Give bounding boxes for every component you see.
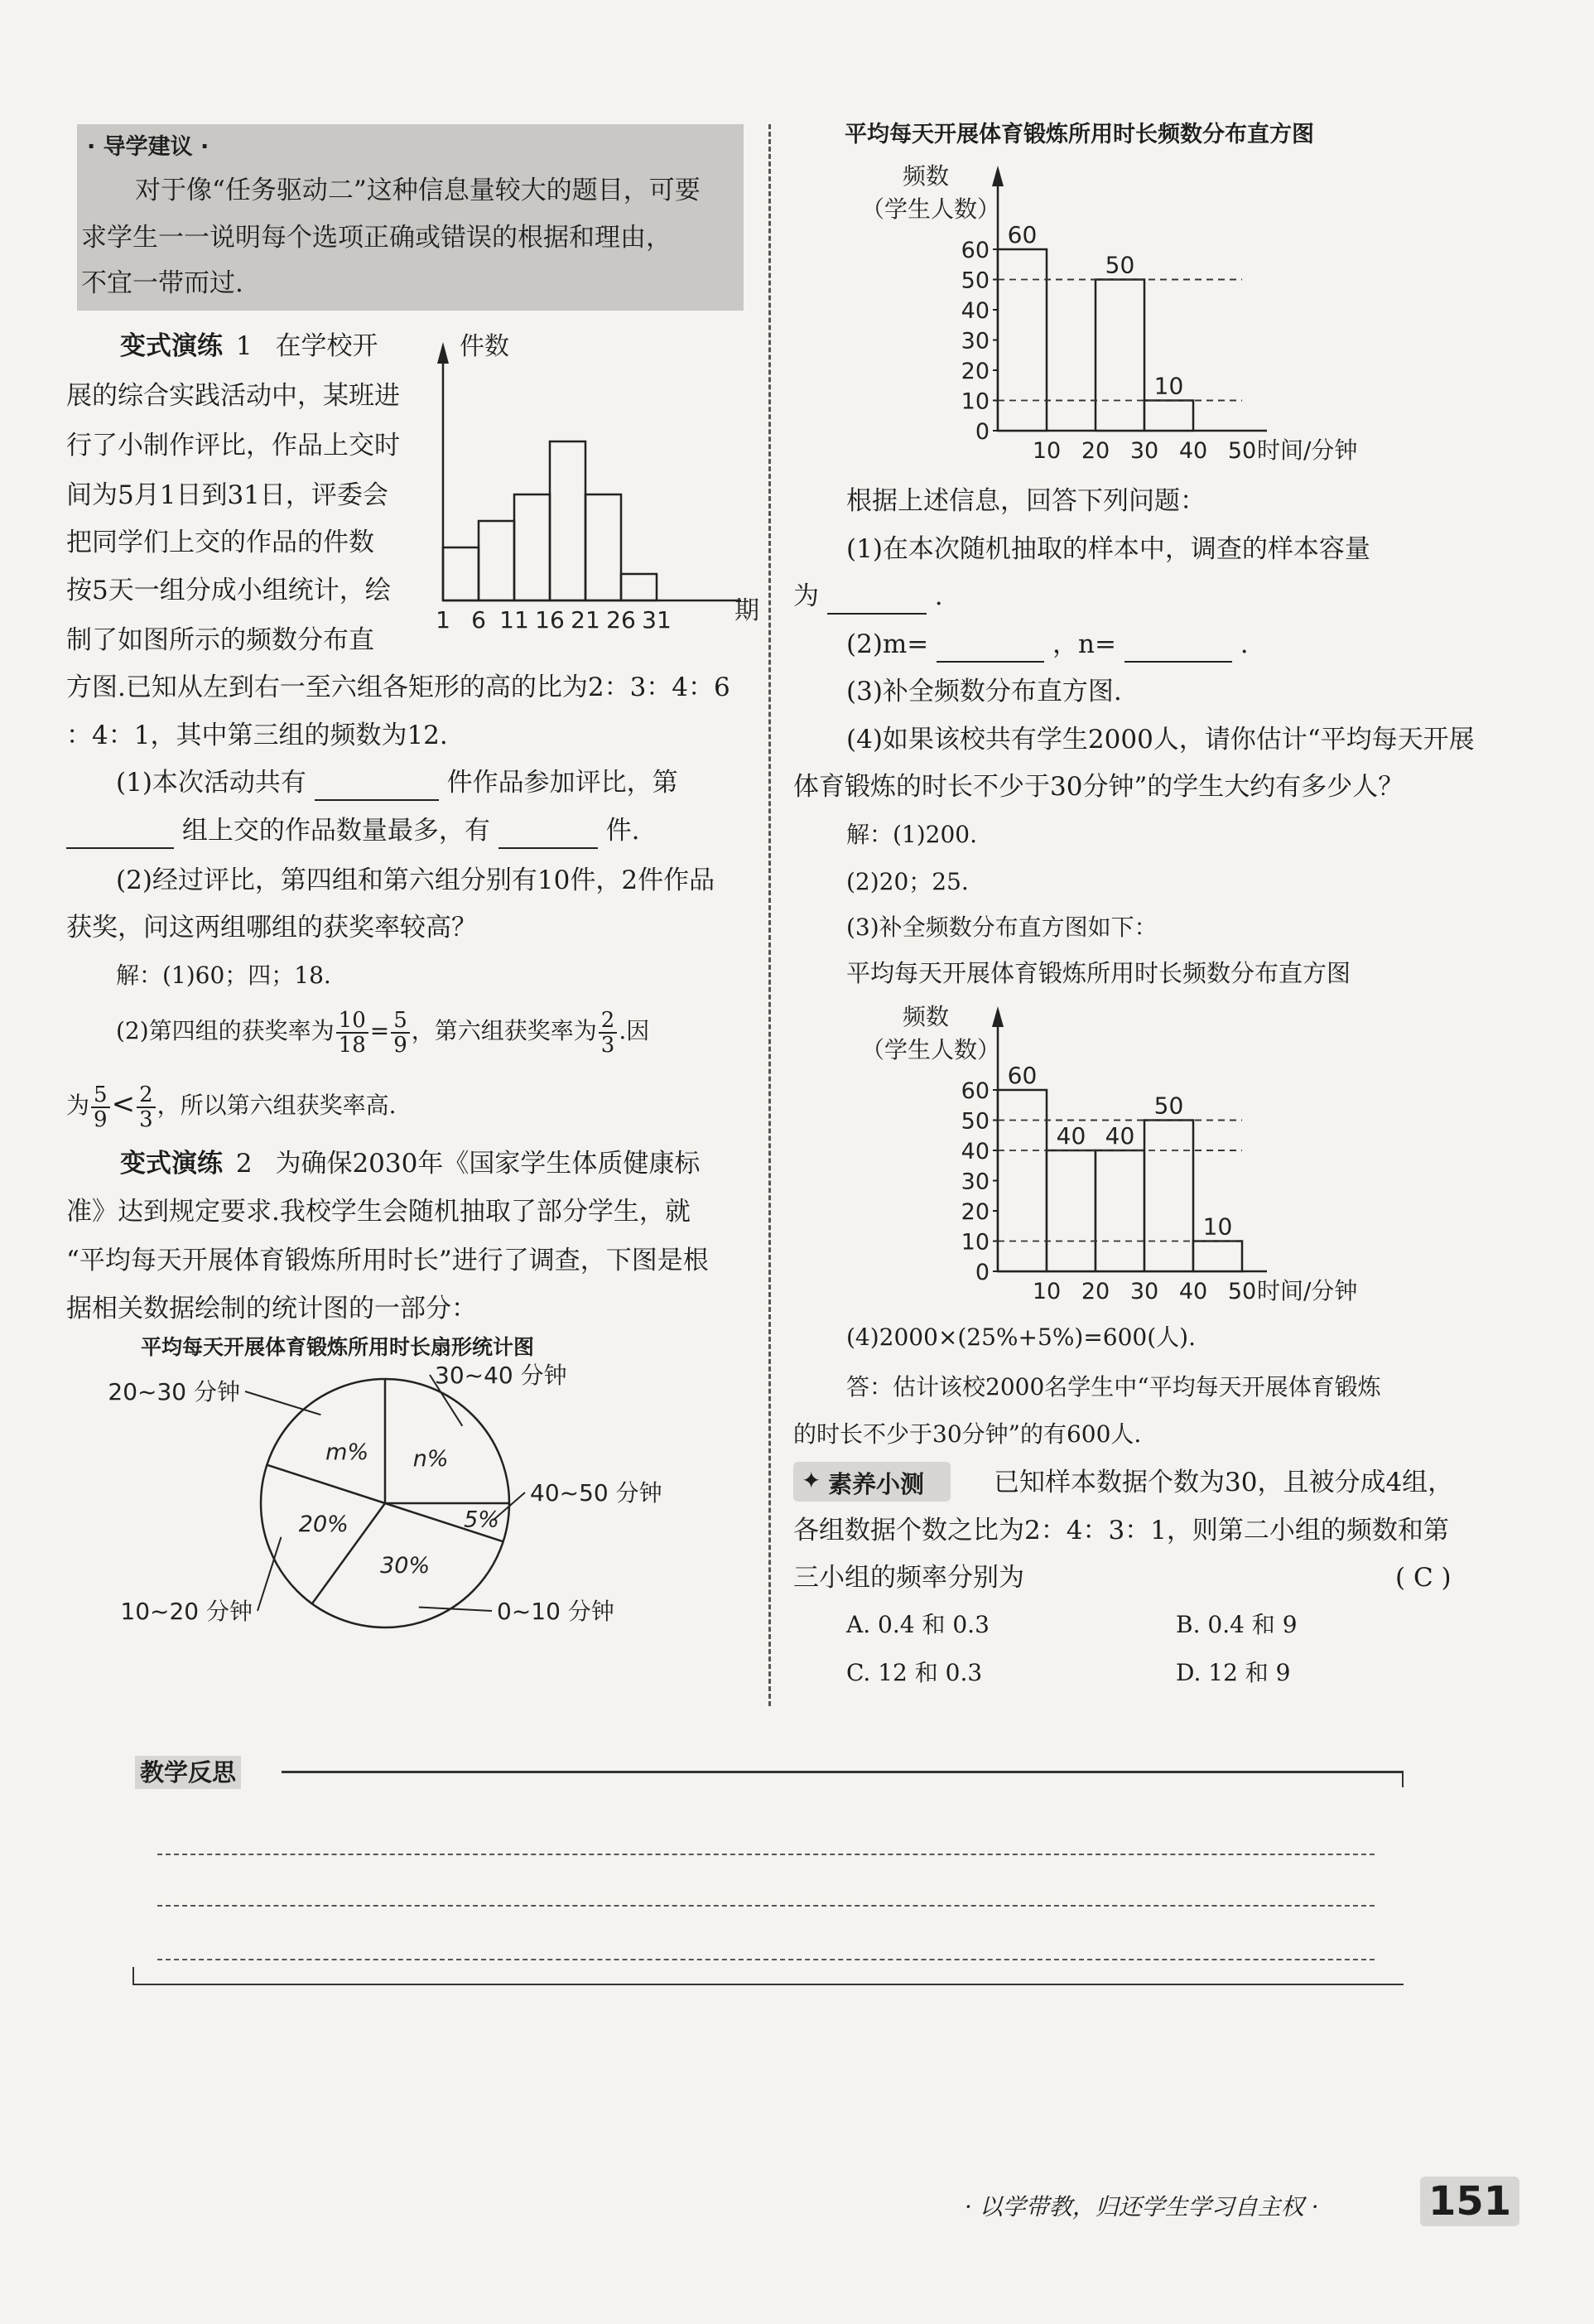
hist2-xtick-40: 40 [1178, 1279, 1208, 1304]
reflection-title: 教学反思 [135, 1756, 241, 1789]
right-s5b: 的时长不少于30分钟”的有600人. [793, 1420, 1142, 1448]
guide-box [77, 124, 744, 311]
reflection-dash-3 [157, 1959, 1375, 1960]
ex1-blank-count[interactable] [498, 814, 598, 849]
reflection-left-edge [132, 1967, 134, 1985]
right-q2a: (2)m= [846, 629, 929, 659]
hist1-xtick-30: 30 [1129, 438, 1159, 464]
pie-leader-5 [245, 1391, 320, 1415]
quiz-q2: 各组数据个数之比为2：4：3：1，则第二小组的频数和第 [793, 1516, 1449, 1545]
hist2-label-1: 60 [1007, 1062, 1038, 1089]
right-q1-line2 [793, 580, 943, 615]
quiz-q1: 已知样本数据个数为30，且被分成4组， [994, 1468, 1454, 1497]
chart1-tick-31: 31 [642, 606, 672, 634]
ex1-heading [120, 330, 378, 363]
chart1-tick-1: 1 [436, 606, 450, 634]
hist2-bar-1 [998, 1090, 1047, 1271]
histogram-complete [845, 998, 1457, 1313]
blank-m[interactable] [937, 628, 1044, 663]
hist1-xlabel: 时间/分钟 [1257, 436, 1358, 464]
right-s2: (2)20；25. [846, 868, 969, 895]
hist2-ylabel-2: （学生人数） [861, 1036, 1001, 1063]
reflection-dash-1 [157, 1854, 1375, 1855]
ex1-full-1: 方图.已知从左到右一至六组各矩形的高的比为2：3：4：6 [66, 673, 730, 702]
hist2-bar-4 [1144, 1121, 1193, 1272]
pie-slice-5 [267, 1465, 385, 1503]
hist2-ytick-60: 60 [961, 1078, 990, 1104]
hist2-ylabel-1: 频数 [903, 1003, 950, 1030]
chart1-xlabel-suffix: 期 [734, 596, 759, 625]
chart1-bar-5 [585, 494, 621, 600]
chart1-bar-3 [514, 494, 550, 600]
right-q1a: (1)在本次随机抽取的样本中，调查的样本容量 [846, 534, 1370, 564]
hist1-ytick-0: 0 [975, 419, 990, 445]
hist2-xtick-50: 50 [1227, 1279, 1257, 1304]
ex1-sol2c: .因 [619, 1017, 650, 1044]
hist2-bar-2 [1047, 1150, 1096, 1271]
hist1-label-2: 50 [1105, 251, 1135, 279]
pie-value-3: 30% [380, 1553, 431, 1579]
chart1-tick-16: 16 [535, 606, 565, 634]
hist2-title: 平均每天开展体育锻炼所用时长频数分布直方图 [846, 959, 1351, 987]
hist1-ytick-60: 60 [961, 238, 990, 263]
chart1-tick-6: 6 [471, 606, 486, 634]
hist1-y-arrow [992, 166, 1004, 186]
hist2-ytick-50: 50 [961, 1108, 990, 1135]
quiz-badge-text: 素养小测 [828, 1470, 925, 1498]
quiz-badge-icon: ✦ [802, 1467, 821, 1494]
hist1-ytick-20: 20 [961, 359, 990, 384]
ex1-q2a: (2)经过评比，第四组和第六组分别有10件，2件作品 [116, 865, 715, 895]
hist1-xtick-50: 50 [1227, 438, 1257, 464]
chart1-tick-11: 11 [499, 606, 529, 634]
hist1-bar-2 [1096, 280, 1144, 432]
reflection-right-edge [1402, 1771, 1404, 1787]
right-q3: (3)补全频数分布直方图. [846, 677, 1122, 706]
right-s1: 解：(1)200. [846, 821, 978, 848]
pie-value-4: 20% [298, 1512, 349, 1538]
ex1-line-3: 间为5月1日到31日，评委会 [66, 480, 388, 510]
chart1-bar-1 [443, 547, 479, 600]
hist2-xtick-20: 20 [1081, 1279, 1110, 1304]
hist1-ylabel-2: （学生人数） [861, 195, 1001, 223]
hist2-label-5: 10 [1202, 1213, 1233, 1241]
ex1-full-2: ：4：1，其中第三组的频数为12. [66, 721, 448, 750]
blank-sample-size[interactable] [827, 580, 927, 615]
reflection-top-line [282, 1771, 1404, 1773]
pie-leader-3 [419, 1608, 492, 1611]
guide-line-1: 对于像“任务驱动二”这种信息量较大的题目，可要 [135, 176, 701, 205]
lt-sign: < [111, 1087, 136, 1121]
ex1-q1-line2 [66, 814, 639, 849]
reflection-bottom-line [132, 1984, 1404, 1985]
frac-2-3-a: $\frac{2}{3}$ [599, 1009, 618, 1057]
hist1-ytick-40: 40 [961, 298, 990, 324]
chart1-tick-26: 26 [606, 606, 636, 634]
ex1-num: 1 [235, 331, 253, 361]
ex1-sol2a: (2)第四组的获奖率为 [116, 1017, 335, 1044]
ex2-line-2: 据相关数据绘制的统计图的一部分： [66, 1294, 477, 1324]
blank-n[interactable] [1124, 628, 1232, 663]
hist2-y-arrow [992, 1006, 1004, 1027]
right-q2b: ，n= [1052, 629, 1116, 659]
ex1-line-2: 行了小制作评比，作品上交时 [66, 431, 400, 460]
ex2-line-1: “平均每天开展体育锻炼所用时长”进行了调查，下图是根 [66, 1246, 709, 1275]
histogram-incomplete [845, 157, 1457, 472]
page-number: 151 [1420, 2177, 1519, 2226]
ex1-q1a: (1)本次活动共有 [116, 768, 306, 798]
hist1-label-1: 60 [1007, 221, 1038, 248]
ex1-sol3a: 为 [66, 1092, 90, 1119]
ex1-blank-group[interactable] [66, 814, 174, 849]
hist1-title: 平均每天开展体育锻炼所用时长频数分布直方图 [845, 122, 1314, 147]
hist2-ytick-40: 40 [961, 1139, 990, 1164]
right-q2 [846, 628, 1249, 663]
ex1-label: 变式演练 [120, 331, 223, 361]
ex1-sol3 [66, 1075, 397, 1135]
right-q1c: . [934, 581, 943, 611]
right-q2c: . [1240, 629, 1249, 659]
hist1-label-3: 10 [1153, 372, 1184, 400]
chart1-bar-2 [479, 521, 514, 600]
quiz-option-d[interactable]: D. 12 和 9 [1176, 1659, 1291, 1686]
hist2-bar-3 [1096, 1150, 1144, 1271]
hist2-bar-5 [1193, 1242, 1242, 1272]
hist2-ytick-20: 20 [961, 1199, 990, 1225]
ex1-line-1: 展的综合实践活动中，某班进 [66, 381, 400, 411]
frac-10-18: $\frac{10}{18}$ [336, 1009, 368, 1057]
pie-value-2: 5% [464, 1507, 499, 1533]
pie-label-3: 0~10 分钟 [497, 1598, 614, 1625]
guide-line-3: 不宜一带而过. [81, 268, 243, 298]
right-q4b: 体育锻炼的时长不少于30分钟”的学生大约有多少人？ [793, 772, 1404, 802]
ex2-num: 2 [235, 1149, 253, 1179]
reflection-dash-2 [157, 1905, 1375, 1907]
quiz-q3: 三小组的频率分别为 [793, 1563, 1024, 1593]
ex1-q1-line1 [116, 766, 678, 801]
pie-title: 平均每天开展体育锻炼所用时长扇形统计图 [141, 1335, 535, 1359]
works-histogram [410, 327, 758, 638]
hist1-ylabel-1: 频数 [903, 162, 950, 190]
ex1-sol2 [116, 1002, 649, 1060]
ex2-heading [120, 1147, 700, 1180]
right-q4a: (4)如果该校共有学生2000人，请你估计“平均每天开展 [846, 725, 1475, 755]
ex1-line-5: 按5天一组分成小组统计，绘 [66, 576, 391, 605]
hist1-ytick-10: 10 [961, 388, 990, 415]
right-s4: (4)2000×(25%+5%)=600(人). [846, 1324, 1196, 1351]
ex1-sol3b: ，所以第六组获奖率高. [157, 1092, 397, 1119]
guide-header: · 导学建议 · [87, 134, 209, 160]
frac-5-9-b: $\frac{5}{9}$ [91, 1083, 110, 1131]
hist2-xtick-30: 30 [1129, 1279, 1159, 1304]
quiz-option-c[interactable]: C. 12 和 0.3 [846, 1659, 983, 1686]
ex1-q1b: 件作品参加评比，第 [446, 768, 678, 798]
pie-label-2: 40~50 分钟 [530, 1479, 662, 1507]
ex2-line-0: 准》达到规定要求.我校学生会随机抽取了部分学生，就 [66, 1197, 691, 1227]
hist1-xtick-20: 20 [1081, 438, 1110, 464]
guide-line-2: 求学生一一说明每个选项正确或错误的根据和理由， [81, 223, 672, 253]
ex1-sol2b: ，第六组获奖率为 [411, 1017, 597, 1044]
ex1-line-6: 制了如图所示的频数分布直 [66, 625, 374, 655]
ex1-q1d: 件. [605, 816, 640, 846]
hist2-ytick-10: 10 [961, 1229, 990, 1256]
pie-value-1: n% [412, 1445, 449, 1472]
eq-sign: = [369, 1017, 390, 1044]
hist2-ytick-30: 30 [961, 1169, 990, 1195]
hist1-bar-1 [998, 249, 1047, 431]
hist2-label-2: 40 [1056, 1122, 1086, 1150]
pie-value-5: m% [325, 1439, 369, 1465]
hist1-xtick-10: 10 [1032, 438, 1062, 464]
quiz-option-a[interactable]: A. 0.4 和 0.3 [846, 1611, 990, 1638]
quiz-option-b[interactable]: B. 0.4 和 9 [1176, 1611, 1298, 1638]
chart1-tick-21: 21 [571, 606, 600, 634]
ex1-line-0: 在学校开 [275, 331, 378, 361]
hist1-ytick-50: 50 [961, 268, 990, 294]
right-s5a: 答：估计该校2000名学生中“平均每天开展体育锻炼 [846, 1373, 1381, 1401]
chart1-bar-4 [550, 441, 585, 600]
frac-5-9-a: $\frac{5}{9}$ [391, 1009, 410, 1057]
pie-label-4: 10~20 分钟 [120, 1598, 253, 1625]
hist2-xtick-10: 10 [1032, 1279, 1062, 1304]
hist1-bar-3 [1144, 401, 1193, 432]
frac-2-3-b: $\frac{2}{3}$ [137, 1083, 156, 1131]
chart1-ylabel: 件数 [460, 332, 509, 361]
pie-label-5: 20~30 分钟 [108, 1378, 240, 1405]
ex2-first: 为确保2030年《国家学生体质健康标 [275, 1149, 701, 1179]
chart1-bar-6 [621, 574, 657, 600]
quiz-answer: ( C ) [1395, 1563, 1452, 1593]
right-q1b: 为 [793, 581, 819, 611]
ex1-q2b: 获奖，问这两组哪组的获奖率较高？ [66, 913, 477, 943]
ex1-sol1: 解：(1)60；四；18. [116, 962, 331, 989]
right-intro: 根据上述信息，回答下列问题： [846, 486, 1206, 516]
right-s3: (3)补全频数分布直方图如下： [846, 914, 1158, 941]
pie-label-1: 30~40 分钟 [435, 1362, 567, 1389]
ex1-q1c: 组上交的作品数量最多，有 [181, 816, 490, 846]
ex2-label: 变式演练 [120, 1149, 223, 1179]
hist1-ytick-30: 30 [961, 328, 990, 354]
quiz-badge [793, 1462, 951, 1502]
hist2-label-4: 50 [1153, 1092, 1184, 1120]
pie-chart [108, 1362, 704, 1627]
ex1-line-4: 把同学们上交的作品的件数 [66, 528, 374, 557]
ex1-blank-total[interactable] [315, 766, 439, 801]
hist1-xtick-40: 40 [1178, 438, 1208, 464]
hist2-ytick-0: 0 [975, 1260, 990, 1285]
hist2-xlabel: 时间/分钟 [1257, 1277, 1358, 1304]
hist2-label-3: 40 [1105, 1122, 1135, 1150]
column-divider [768, 124, 771, 1706]
footer-slogan: · 以学带教，归还学生学习自主权 · [965, 2193, 1319, 2220]
